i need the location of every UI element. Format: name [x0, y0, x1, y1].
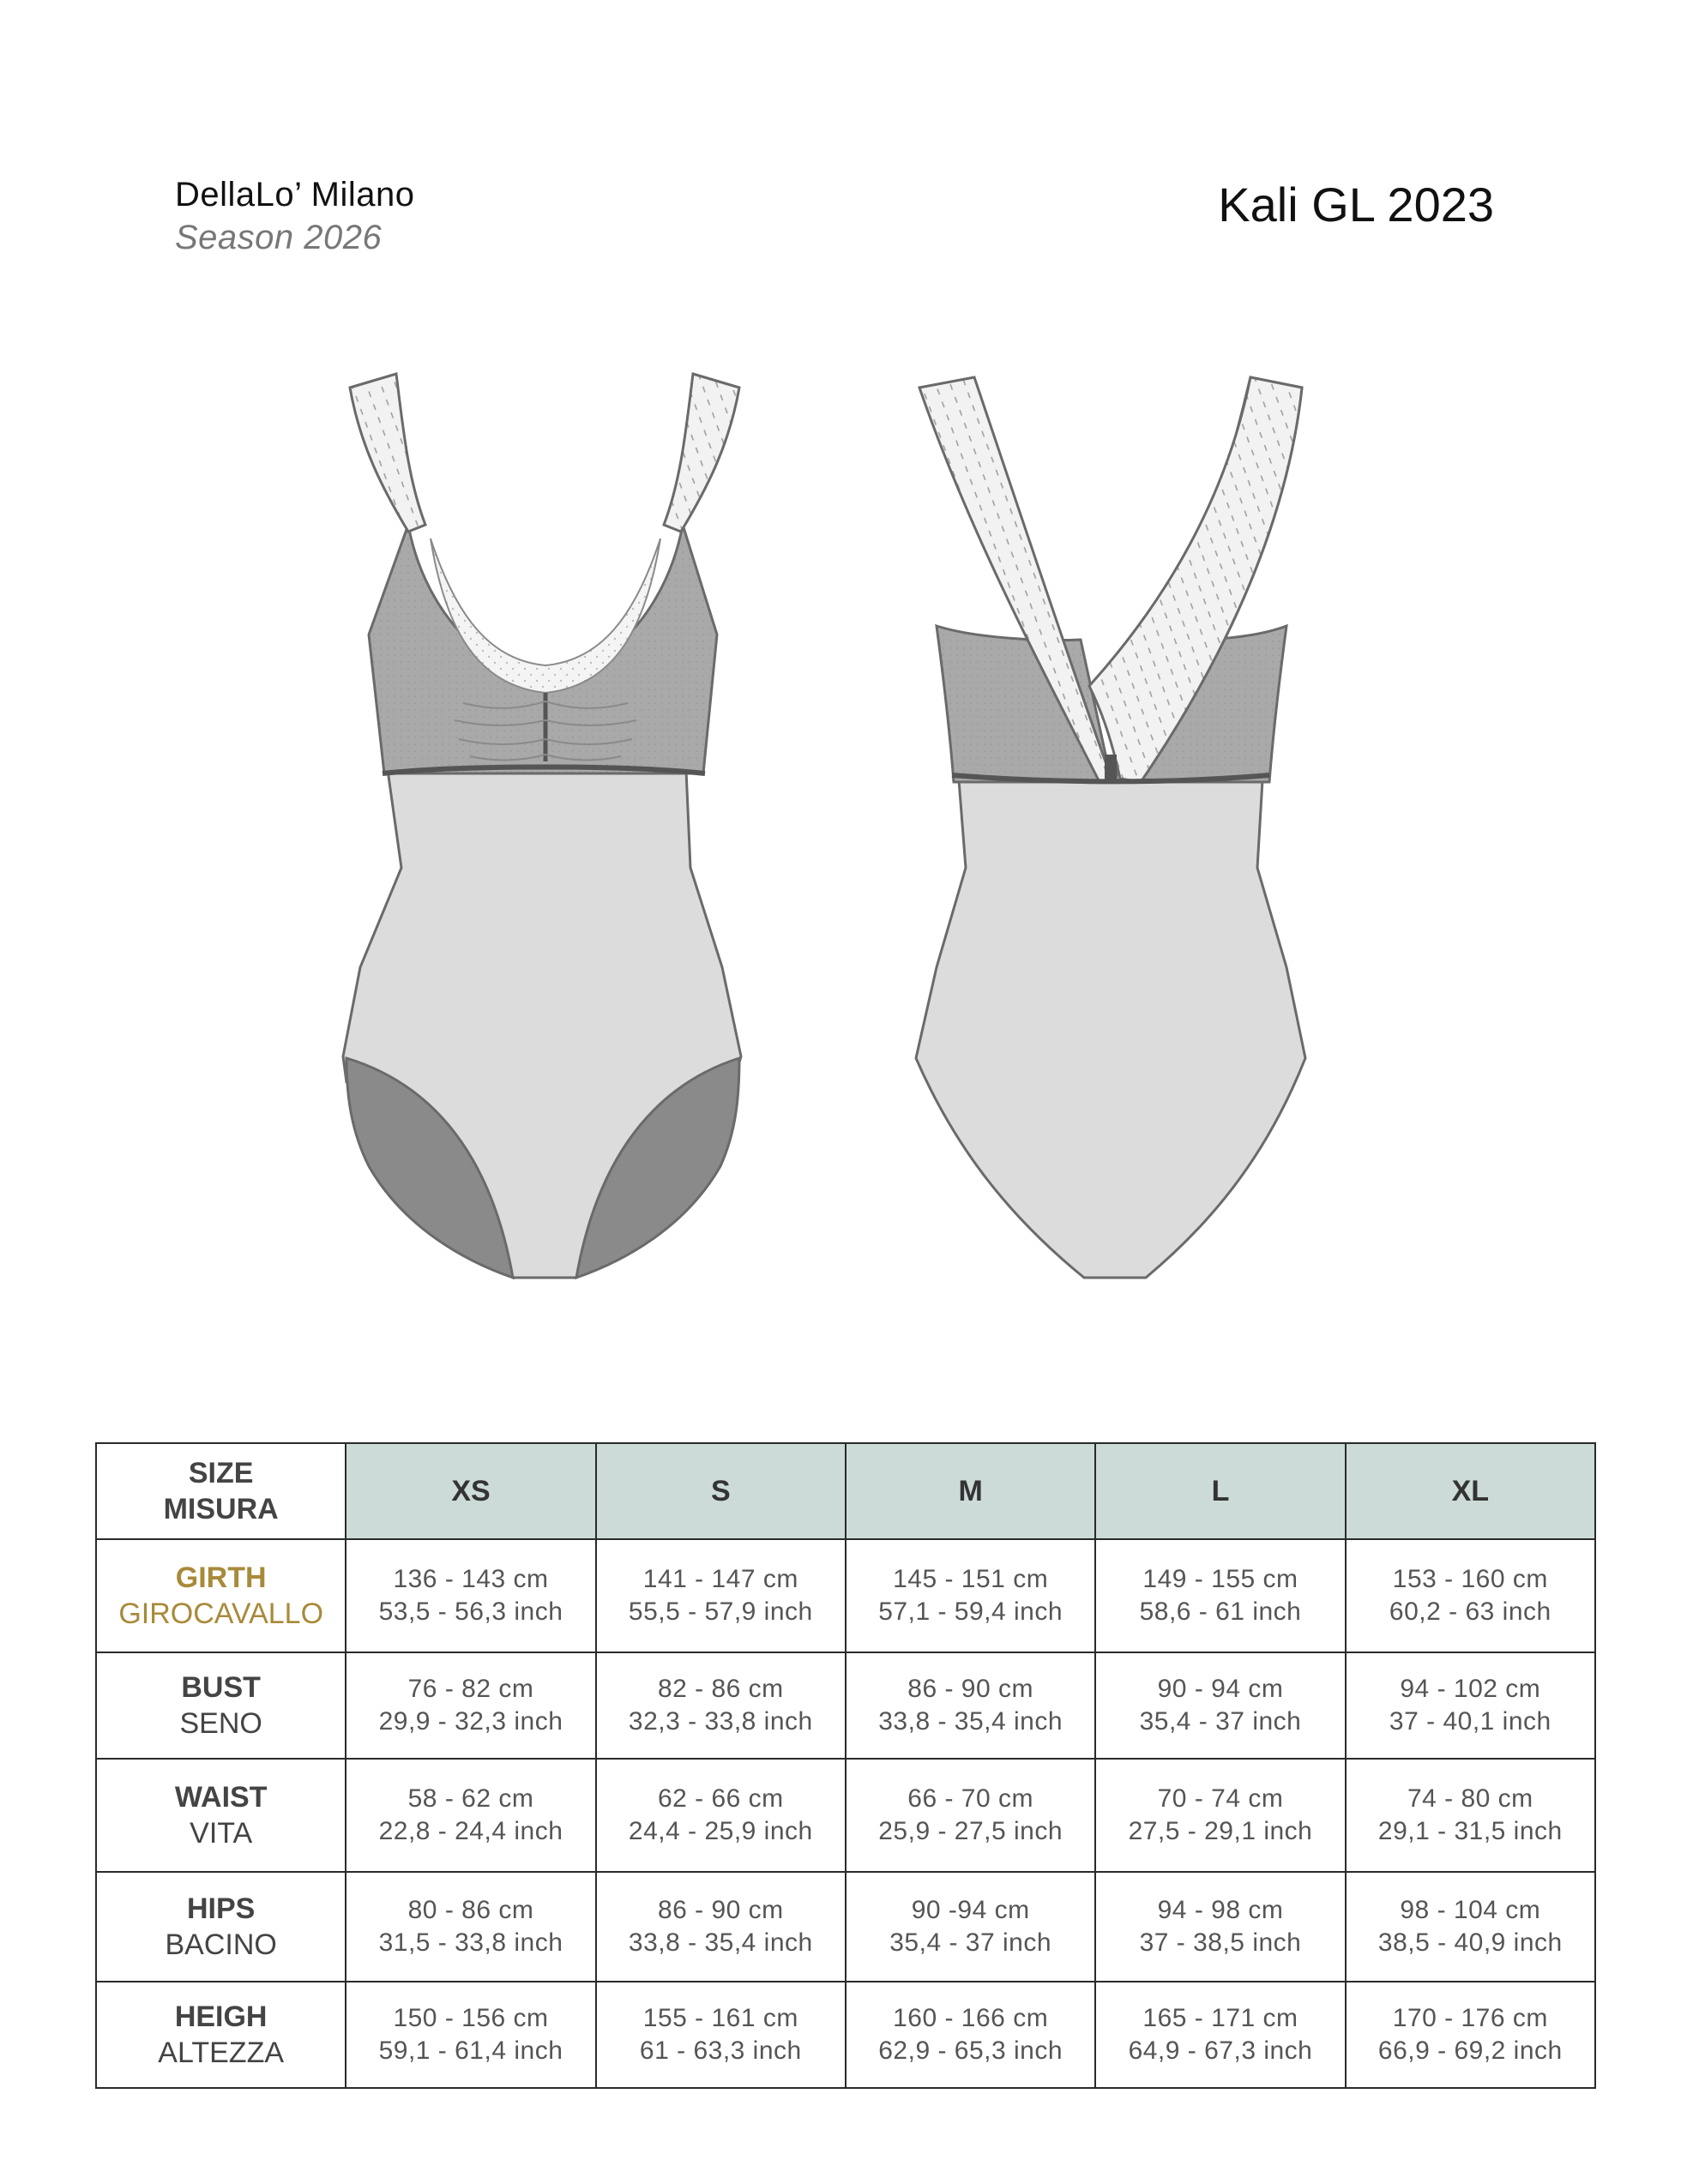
size-table-body [96, 1539, 1595, 2088]
measurement-cell [1346, 1539, 1595, 1652]
size-s-header: S [596, 1443, 846, 1539]
cm-value: 141 - 147 cm [642, 1565, 798, 1593]
inch-value: 64,9 - 67,3 inch [1128, 2037, 1313, 2065]
inch-value: 31,5 - 33,8 inch [378, 1928, 563, 1957]
inch-value: 32,3 - 33,8 inch [628, 1707, 813, 1736]
measurement-cell [596, 1872, 846, 1982]
measurement-name-en: GIRTH [175, 1561, 267, 1594]
measurement-cell [846, 1539, 1095, 1652]
measurement-cell [1346, 1982, 1595, 2088]
inch-value: 35,4 - 37 inch [1139, 1707, 1302, 1736]
inch-value: 59,1 - 61,4 inch [378, 2037, 563, 2065]
table-row [96, 1759, 1595, 1872]
cm-value: 149 - 155 cm [1142, 1565, 1298, 1593]
inch-value: 25,9 - 27,5 inch [878, 1817, 1063, 1845]
inch-value: 29,9 - 32,3 inch [378, 1707, 563, 1736]
cm-value: 66 - 70 cm [907, 1784, 1034, 1813]
cm-value: 70 - 74 cm [1157, 1784, 1284, 1813]
table-row [96, 1872, 1595, 1982]
cm-value: 165 - 171 cm [1142, 2004, 1298, 2032]
measurement-cell [1095, 1982, 1345, 2088]
size-m-header: M [846, 1443, 1095, 1539]
measurement-cell [1346, 1872, 1595, 1982]
measurement-label-cell [96, 1539, 346, 1652]
size-chart-table [95, 1442, 1596, 2089]
cm-value: 170 - 176 cm [1392, 2004, 1548, 2032]
cm-value: 153 - 160 cm [1392, 1565, 1548, 1593]
inch-value: 60,2 - 63 inch [1389, 1597, 1551, 1626]
inch-value: 33,8 - 35,4 inch [628, 1928, 813, 1957]
measurement-cell [596, 1759, 846, 1872]
measurement-label-cell [96, 1872, 346, 1982]
inch-value: 33,8 - 35,4 inch [878, 1707, 1063, 1736]
inch-value: 38,5 - 40,9 inch [1377, 1928, 1563, 1957]
leotard-back-view [916, 377, 1305, 1278]
measurement-cell [346, 1982, 595, 2088]
cm-value: 74 - 80 cm [1407, 1784, 1533, 1813]
size-header-row [96, 1443, 1595, 1539]
misura-label: MISURA [163, 1493, 279, 1525]
measurement-cell [596, 1539, 846, 1652]
leotard-front-view [343, 374, 741, 1278]
measurement-cell [346, 1652, 595, 1759]
size-xl-header: XL [1346, 1443, 1595, 1539]
back-body [916, 780, 1305, 1278]
measurement-name-en: WAIST [174, 1781, 268, 1814]
measurement-cell [1095, 1539, 1345, 1652]
measurement-cell [1346, 1652, 1595, 1759]
cm-value: 98 - 104 cm [1400, 1896, 1541, 1924]
measurement-name-en: HEIGH [174, 2000, 268, 2033]
inch-value: 55,5 - 57,9 inch [628, 1597, 813, 1626]
cm-value: 90 - 94 cm [1157, 1675, 1284, 1703]
season-label: Season 2026 [175, 219, 383, 256]
cm-value: 155 - 161 cm [642, 2004, 798, 2032]
measurement-cell [846, 1872, 1095, 1982]
measurement-label-cell [96, 1982, 346, 2088]
cm-value: 76 - 82 cm [407, 1675, 534, 1703]
size-label: SIZE [188, 1457, 254, 1489]
front-strap-left [350, 374, 425, 532]
measurement-name-it: BACINO [165, 1928, 277, 1961]
size-corner-header [96, 1443, 346, 1539]
size-l-header: L [1095, 1443, 1345, 1539]
inch-value: 22,8 - 24,4 inch [378, 1817, 563, 1845]
cm-value: 94 - 98 cm [1157, 1896, 1284, 1924]
measurement-cell [346, 1759, 595, 1872]
cm-value: 94 - 102 cm [1400, 1675, 1541, 1703]
measurement-cell [1095, 1652, 1345, 1759]
measurement-name-it: SENO [179, 1707, 262, 1740]
cm-value: 145 - 151 cm [893, 1565, 1049, 1593]
inch-value: 35,4 - 37 inch [889, 1928, 1052, 1957]
measurement-cell [846, 1652, 1095, 1759]
measurement-label-cell [96, 1652, 346, 1759]
inch-value: 24,4 - 25,9 inch [628, 1817, 813, 1845]
inch-value: 37 - 38,5 inch [1139, 1928, 1302, 1957]
inch-value: 57,1 - 59,4 inch [878, 1597, 1063, 1626]
measurement-label-cell [96, 1759, 346, 1872]
measurement-name-it: GIROCAVALLO [118, 1597, 324, 1630]
inch-value: 37 - 40,1 inch [1389, 1707, 1551, 1736]
measurement-cell [846, 1759, 1095, 1872]
measurement-name-en: HIPS [186, 1892, 256, 1925]
table-row [96, 1652, 1595, 1759]
size-xs-header: XS [346, 1443, 595, 1539]
measurement-name-en: BUST [181, 1671, 261, 1704]
measurement-name-it: VITA [190, 1817, 253, 1850]
measurement-cell [1346, 1759, 1595, 1872]
inch-value: 27,5 - 29,1 inch [1128, 1817, 1313, 1845]
cm-value: 86 - 90 cm [657, 1896, 784, 1924]
inch-value: 61 - 63,3 inch [639, 2037, 802, 2065]
measurement-cell [346, 1872, 595, 1982]
cm-value: 58 - 62 cm [407, 1784, 534, 1813]
cm-value: 150 - 156 cm [393, 2004, 549, 2032]
cm-value: 160 - 166 cm [893, 2004, 1049, 2032]
cm-value: 86 - 90 cm [907, 1675, 1034, 1703]
cm-value: 136 - 143 cm [393, 1565, 549, 1593]
measurement-cell [596, 1652, 846, 1759]
cm-value: 62 - 66 cm [657, 1784, 784, 1813]
measurement-cell [1095, 1872, 1345, 1982]
product-title: Kali GL 2023 [1218, 177, 1494, 232]
measurement-name-it: ALTEZZA [158, 2037, 285, 2069]
inch-value: 66,9 - 69,2 inch [1377, 2037, 1563, 2065]
inch-value: 62,9 - 65,3 inch [878, 2037, 1063, 2065]
cm-value: 80 - 86 cm [407, 1896, 534, 1924]
measurement-cell [596, 1982, 846, 2088]
cm-value: 82 - 86 cm [657, 1675, 784, 1703]
front-strap-right [664, 374, 739, 532]
front-bodice [369, 525, 717, 773]
inch-value: 58,6 - 61 inch [1139, 1597, 1302, 1626]
measurement-cell [846, 1982, 1095, 2088]
table-row [96, 1539, 1595, 1652]
inch-value: 53,5 - 56,3 inch [378, 1597, 563, 1626]
measurement-cell [1095, 1759, 1345, 1872]
cm-value: 90 -94 cm [911, 1896, 1030, 1924]
measurement-cell [346, 1539, 595, 1652]
brand-name: DellaLo’ Milano [175, 176, 415, 214]
inch-value: 29,1 - 31,5 inch [1377, 1817, 1563, 1845]
table-row [96, 1982, 1595, 2088]
